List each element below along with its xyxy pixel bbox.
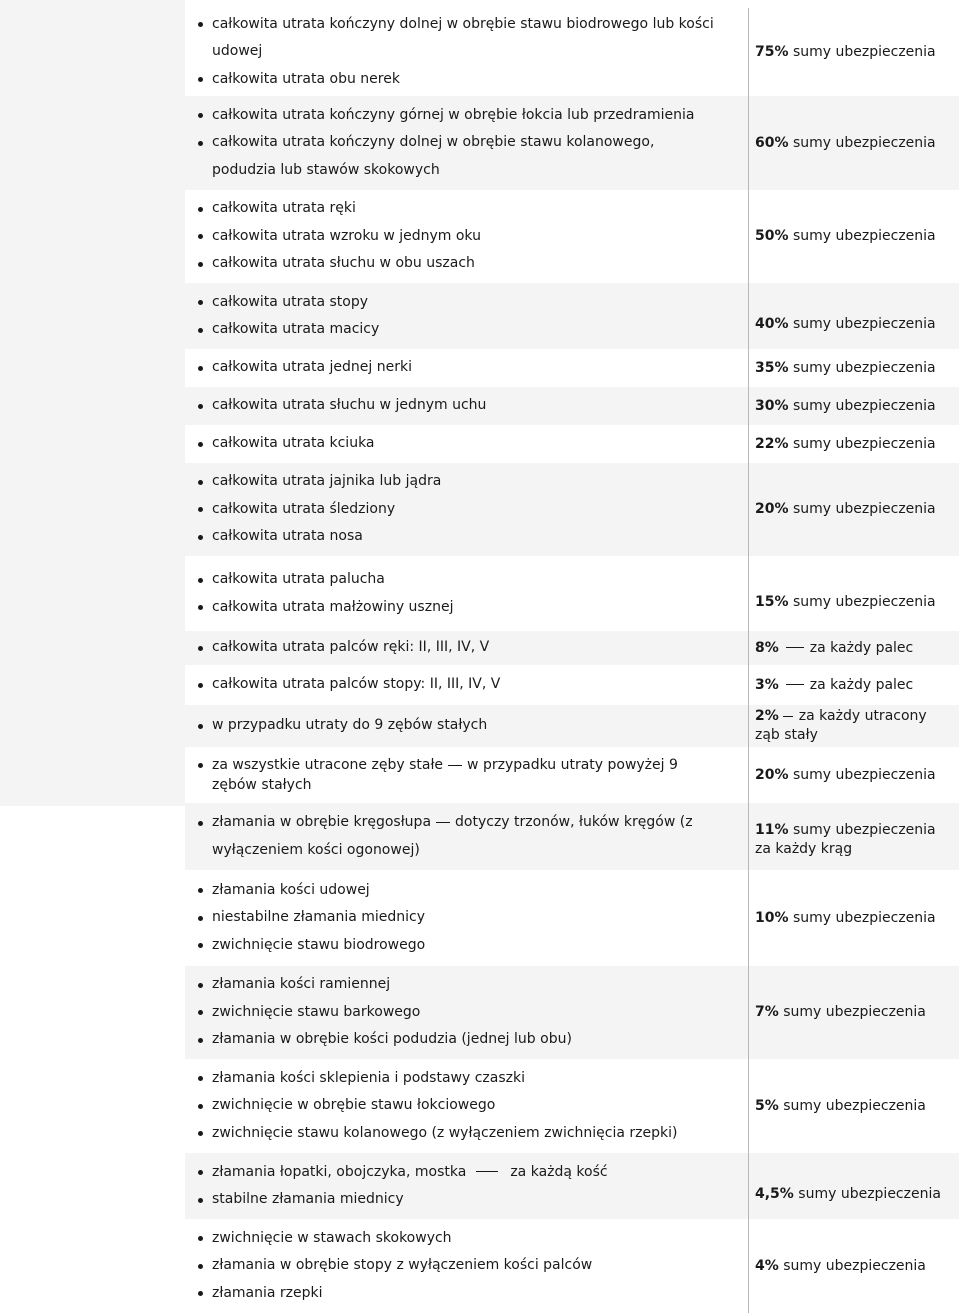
benefit-percent: 20% xyxy=(755,501,789,517)
benefit-value xyxy=(755,870,951,966)
list-item: całkowita utrata kończyny górnej w obrębie łokcia lub przedramienia xyxy=(197,102,719,130)
condition-list xyxy=(197,425,719,463)
benefit-percent: 11% xyxy=(755,821,789,838)
table-row xyxy=(185,96,959,190)
list-item: całkowita utrata jednej nerki xyxy=(197,354,719,382)
benefit-value xyxy=(755,1153,951,1219)
list-item xyxy=(197,809,719,864)
benefit-percent: 60% xyxy=(755,134,789,151)
condition-list xyxy=(197,387,719,425)
list-item: całkowita utrata małżowiny usznej xyxy=(197,594,719,622)
list-item: całkowita utrata palców stopy: II, III, IV, V xyxy=(197,671,719,699)
table-row xyxy=(185,556,959,631)
list-item: całkowita utrata kończyny dolnej w obrębie stawu biodrowego lub kości udowej xyxy=(197,11,719,66)
list-item: złamania kości ramiennej xyxy=(197,971,719,999)
table-row xyxy=(185,190,959,283)
list-item: zwichnięcie w obrębie stawu łokciowego xyxy=(197,1092,719,1120)
benefit-percent: 40% xyxy=(755,315,789,332)
list-item: stabilne złamania miednicy xyxy=(197,1186,719,1214)
benefit-percent: 50% xyxy=(755,228,789,244)
benefit-suffix: sumy ubezpieczenia xyxy=(792,435,936,452)
benefit-suffix: sumy ubezpieczenia xyxy=(783,1257,926,1274)
benefit-value xyxy=(755,283,951,349)
benefit-suffix: sumy ubezpieczenia xyxy=(792,315,936,332)
condition-list xyxy=(197,283,719,349)
table-row xyxy=(185,349,959,387)
table-row xyxy=(185,631,959,665)
condition-list xyxy=(197,349,719,387)
benefit-percent: 5% xyxy=(755,1097,779,1114)
benefit-value xyxy=(755,665,951,705)
condition-list xyxy=(197,631,719,665)
list-item: zwichnięcie stawu biodrowego xyxy=(197,932,719,960)
condition-list xyxy=(197,870,719,966)
condition-list xyxy=(197,8,719,96)
list-item: całkowita utrata słuchu w obu uszach xyxy=(197,250,719,278)
benefit-value xyxy=(755,747,951,803)
table-row xyxy=(185,665,959,705)
benefit-note: za każdy utracony ząb stały xyxy=(755,708,927,743)
benefit-suffix: sumy ubezpieczenia xyxy=(792,821,936,838)
list-item: całkowita utrata obu nerek xyxy=(197,66,719,94)
benefit-suffix: sumy ubezpieczenia xyxy=(792,359,936,376)
benefit-value xyxy=(755,190,951,283)
benefit-value xyxy=(755,425,951,463)
condition-list xyxy=(197,190,719,283)
table-row xyxy=(185,8,959,96)
list-item: całkowita utrata palucha xyxy=(197,566,719,594)
dash xyxy=(786,647,804,648)
list-item: złamania kości udowej xyxy=(197,877,719,905)
benefit-percent: 15% xyxy=(755,594,789,610)
list-item: całkowita utrata palców ręki: II, III, IV, V xyxy=(197,634,719,662)
benefit-percent: 3% xyxy=(755,676,779,693)
list-item: całkowita utrata jajnika lub jądra xyxy=(197,468,719,496)
list-item: złamania rzepki xyxy=(197,1280,719,1308)
condition-list xyxy=(197,463,719,556)
benefit-value xyxy=(755,966,951,1059)
list-item: zwichnięcie w stawach skokowych xyxy=(197,1225,719,1253)
benefit-suffix: sumy ubezpieczenia xyxy=(792,43,936,60)
condition-list xyxy=(197,747,719,803)
condition-list xyxy=(197,556,719,631)
item-part: złamania łopatki, obojczyka, mostka xyxy=(212,1163,467,1180)
table-row xyxy=(185,463,959,556)
benefit-suffix: sumy ubezpieczenia xyxy=(798,1185,941,1202)
benefit-value xyxy=(755,8,951,96)
condition-list xyxy=(197,705,719,747)
list-item: całkowita utrata stopy xyxy=(197,289,719,317)
condition-list xyxy=(197,966,719,1059)
condition-list xyxy=(197,803,719,870)
table-row xyxy=(185,425,959,463)
item-part: dotyczy trzonów, łuków kręgów (z wyłączeniem kości ogonowej) xyxy=(212,814,693,858)
benefit-value xyxy=(755,803,951,870)
dash xyxy=(436,822,450,823)
table-row xyxy=(185,1219,959,1313)
list-item: całkowita utrata śledziony xyxy=(197,496,719,524)
list-item: całkowita utrata kciuka xyxy=(197,430,719,458)
benefit-value xyxy=(755,349,951,387)
benefit-suffix: sumy ubezpieczenia xyxy=(783,1097,926,1114)
table-row xyxy=(185,705,959,747)
list-item: całkowita utrata macicy xyxy=(197,316,719,344)
benefit-suffix: sumy ubezpieczenia xyxy=(792,134,936,151)
list-item: złamania w obrębie stopy z wyłączeniem kości palców xyxy=(197,1252,719,1280)
dash xyxy=(783,716,793,717)
column-divider xyxy=(748,8,749,1313)
benefit-percent: 7% xyxy=(755,1004,779,1020)
benefit-suffix: sumy ubezpieczenia xyxy=(792,909,936,926)
benefit-value xyxy=(755,463,951,556)
list-item: całkowita utrata nosa xyxy=(197,523,719,551)
table-row xyxy=(185,283,959,349)
list-item: całkowita utrata słuchu w jednym uchu xyxy=(197,392,719,420)
benefit-note: za każdy palec xyxy=(809,639,914,656)
list-item: złamania kości sklepienia i podstawy czaszki xyxy=(197,1065,719,1093)
benefit-value xyxy=(755,631,951,665)
list-item: w przypadku utraty do 9 zębów stałych xyxy=(197,712,719,740)
condition-list xyxy=(197,1219,719,1313)
item-part: za każdą kość xyxy=(510,1163,608,1180)
item-part: za wszystkie utracone zęby stałe xyxy=(212,757,444,773)
benefit-value xyxy=(755,96,951,190)
list-item: całkowita utrata ręki xyxy=(197,195,719,223)
list-item xyxy=(197,755,719,795)
benefit-percent: 75% xyxy=(755,43,789,60)
list-item: zwichnięcie stawu kolanowego (z wyłączeniem zwichnięcia rzepki) xyxy=(197,1120,719,1148)
benefit-percent: 4,5% xyxy=(755,1185,794,1202)
table-row xyxy=(185,1153,959,1219)
benefit-value xyxy=(755,1059,951,1153)
benefit-percent: 10% xyxy=(755,909,789,926)
list-item: złamania w obrębie kości podudzia (jednej lub obu) xyxy=(197,1026,719,1054)
benefit-percent: 2% xyxy=(755,708,779,724)
condition-list xyxy=(197,1153,719,1219)
list-item: całkowita utrata kończyny dolnej w obrębie stawu kolanowego, podudzia lub stawów skokowych xyxy=(197,129,719,184)
table-row xyxy=(185,966,959,1059)
benefit-value xyxy=(755,556,951,631)
benefit-note: za każdy krąg xyxy=(755,840,853,857)
item-part: w przypadku utraty powyżej 9 zębów stałych xyxy=(212,757,678,793)
table-row xyxy=(185,870,959,966)
condition-list xyxy=(197,96,719,190)
benefit-suffix: sumy ubezpieczenia xyxy=(792,397,936,414)
table-row xyxy=(185,1059,959,1153)
dash xyxy=(448,765,462,766)
list-item xyxy=(197,1159,719,1187)
benefit-suffix: sumy ubezpieczenia xyxy=(792,766,936,783)
benefit-percent: 22% xyxy=(755,435,789,452)
dash xyxy=(476,1171,498,1172)
benefit-suffix: sumy ubezpieczenia xyxy=(783,1004,926,1020)
item-part: złamania w obrębie kręgosłupa xyxy=(212,814,432,830)
benefit-percent: 35% xyxy=(755,359,789,376)
condition-list xyxy=(197,665,719,705)
list-item: całkowita utrata wzroku w jednym oku xyxy=(197,223,719,251)
benefit-note: za każdy palec xyxy=(809,676,914,693)
benefit-percent: 8% xyxy=(755,639,779,656)
list-item: niestabilne złamania miednicy xyxy=(197,904,719,932)
condition-list xyxy=(197,1059,719,1153)
left-margin-band xyxy=(0,0,185,806)
benefit-value xyxy=(755,1219,951,1313)
table-row xyxy=(185,747,959,803)
benefit-suffix: sumy ubezpieczenia xyxy=(792,501,936,517)
table-row xyxy=(185,387,959,425)
dash xyxy=(786,684,804,685)
benefit-suffix: sumy ubezpieczenia xyxy=(792,228,936,244)
benefit-value xyxy=(755,387,951,425)
benefit-percent: 20% xyxy=(755,766,789,783)
table-row xyxy=(185,803,959,870)
benefit-percent: 30% xyxy=(755,397,789,414)
benefit-suffix: sumy ubezpieczenia xyxy=(792,594,936,610)
list-item: zwichnięcie stawu barkowego xyxy=(197,999,719,1027)
benefit-value xyxy=(755,705,951,747)
benefit-percent: 4% xyxy=(755,1257,779,1274)
